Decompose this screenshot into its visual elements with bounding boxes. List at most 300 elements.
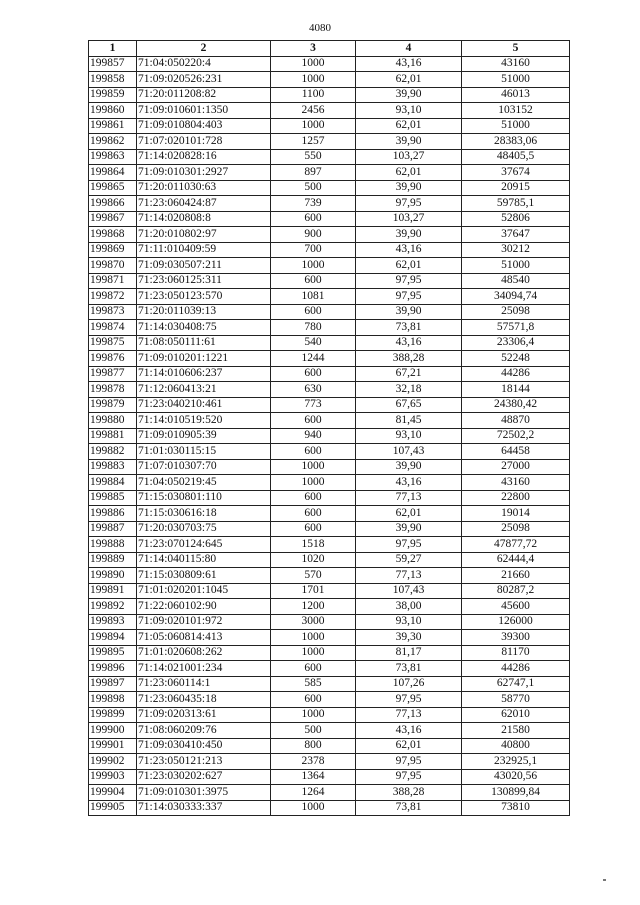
rate-cell: 97,95: [356, 273, 462, 289]
value-cell: 45600: [462, 599, 570, 615]
table-row: [89, 475, 570, 491]
area-cell: 1364: [271, 769, 356, 785]
cadastral-number-cell: 71:14:020808:8: [137, 211, 271, 227]
area-cell: 1000: [271, 707, 356, 723]
cadastral-number-cell: 71:15:030616:18: [137, 506, 271, 522]
table-row: [89, 428, 570, 444]
row-id-cell: 199861: [89, 118, 137, 134]
row-id-cell: 199900: [89, 723, 137, 739]
rate-cell: 103,27: [356, 211, 462, 227]
table-row: [89, 552, 570, 568]
value-cell: 62747,1: [462, 676, 570, 692]
value-cell: 103152: [462, 103, 570, 119]
table-row: [89, 661, 570, 677]
table-row: [89, 413, 570, 429]
value-cell: 34094,74: [462, 289, 570, 305]
rate-cell: 39,90: [356, 227, 462, 243]
cadastral-number-cell: 71:09:010301:2927: [137, 165, 271, 181]
column-header-2: 2: [137, 41, 271, 57]
area-cell: 600: [271, 366, 356, 382]
table-row: [89, 87, 570, 103]
column-header-4: 4: [356, 41, 462, 57]
cadastral-number-cell: 71:14:040115:80: [137, 552, 271, 568]
cadastral-number-cell: 71:09:030410:450: [137, 738, 271, 754]
cadastral-number-cell: 71:04:050219:45: [137, 475, 271, 491]
value-cell: 46013: [462, 87, 570, 103]
data-table-container: [88, 40, 570, 816]
value-cell: 48405,5: [462, 149, 570, 165]
rate-cell: 93,10: [356, 103, 462, 119]
table-row: [89, 366, 570, 382]
rate-cell: 97,95: [356, 769, 462, 785]
table-row: [89, 599, 570, 615]
area-cell: 1518: [271, 537, 356, 553]
cadastral-number-cell: 71:23:060125:311: [137, 273, 271, 289]
row-id-cell: 199881: [89, 428, 137, 444]
table-row: [89, 769, 570, 785]
cadastral-number-cell: 71:01:020201:1045: [137, 583, 271, 599]
value-cell: 18144: [462, 382, 570, 398]
row-id-cell: 199859: [89, 87, 137, 103]
cadastral-number-cell: 71:23:050123:570: [137, 289, 271, 305]
row-id-cell: 199884: [89, 475, 137, 491]
table-row: [89, 692, 570, 708]
value-cell: 73810: [462, 800, 570, 816]
area-cell: 1020: [271, 552, 356, 568]
value-cell: 58770: [462, 692, 570, 708]
value-cell: 57571,8: [462, 320, 570, 336]
row-id-cell: 199857: [89, 56, 137, 72]
cadastral-number-cell: 71:20:011030:63: [137, 180, 271, 196]
rate-cell: 39,90: [356, 134, 462, 150]
row-id-cell: 199873: [89, 304, 137, 320]
cadastral-number-cell: 71:23:060424:87: [137, 196, 271, 212]
table-row: [89, 180, 570, 196]
value-cell: 44286: [462, 661, 570, 677]
row-id-cell: 199883: [89, 459, 137, 475]
area-cell: 1000: [271, 800, 356, 816]
cadastral-number-cell: 71:23:040210:461: [137, 397, 271, 413]
cadastral-number-cell: 71:09:020526:231: [137, 72, 271, 88]
rate-cell: 39,90: [356, 87, 462, 103]
area-cell: 780: [271, 320, 356, 336]
value-cell: 40800: [462, 738, 570, 754]
table-row: [89, 521, 570, 537]
row-id-cell: 199865: [89, 180, 137, 196]
row-id-cell: 199901: [89, 738, 137, 754]
area-cell: 1200: [271, 599, 356, 615]
area-cell: 1100: [271, 87, 356, 103]
table-row: [89, 149, 570, 165]
cadastral-number-cell: 71:09:010201:1221: [137, 351, 271, 367]
area-cell: 600: [271, 304, 356, 320]
rate-cell: 107,43: [356, 583, 462, 599]
row-id-cell: 199880: [89, 413, 137, 429]
table-row: [89, 676, 570, 692]
cadastral-number-cell: 71:14:010606:237: [137, 366, 271, 382]
area-cell: 500: [271, 723, 356, 739]
row-id-cell: 199892: [89, 599, 137, 615]
scan-speck: [603, 879, 606, 881]
cadastral-number-cell: 71:22:060102:90: [137, 599, 271, 615]
table-row: [89, 707, 570, 723]
cadastral-number-cell: 71:23:070124:645: [137, 537, 271, 553]
area-cell: 1000: [271, 258, 356, 274]
rate-cell: 39,90: [356, 459, 462, 475]
rate-cell: 62,01: [356, 738, 462, 754]
row-id-cell: 199870: [89, 258, 137, 274]
row-id-cell: 199899: [89, 707, 137, 723]
rate-cell: 67,65: [356, 397, 462, 413]
row-id-cell: 199875: [89, 335, 137, 351]
table-row: [89, 645, 570, 661]
table-row: [89, 506, 570, 522]
cadastral-number-cell: 71:01:030115:15: [137, 444, 271, 460]
table-row: [89, 568, 570, 584]
table-row: [89, 397, 570, 413]
column-header-1: 1: [89, 41, 137, 57]
table-row: [89, 335, 570, 351]
area-cell: 2378: [271, 754, 356, 770]
rate-cell: 62,01: [356, 118, 462, 134]
table-row: [89, 490, 570, 506]
rate-cell: 97,95: [356, 289, 462, 305]
row-id-cell: 199888: [89, 537, 137, 553]
area-cell: 600: [271, 490, 356, 506]
rate-cell: 43,16: [356, 475, 462, 491]
table-row: [89, 134, 570, 150]
row-id-cell: 199889: [89, 552, 137, 568]
value-cell: 43160: [462, 56, 570, 72]
row-id-cell: 199893: [89, 614, 137, 630]
cadastral-number-cell: 71:23:060435:18: [137, 692, 271, 708]
area-cell: 1000: [271, 645, 356, 661]
area-cell: 500: [271, 180, 356, 196]
value-cell: 22800: [462, 490, 570, 506]
table-row: [89, 289, 570, 305]
rate-cell: 38,00: [356, 599, 462, 615]
area-cell: 585: [271, 676, 356, 692]
value-cell: 39300: [462, 630, 570, 646]
row-id-cell: 199879: [89, 397, 137, 413]
table-row: [89, 211, 570, 227]
row-id-cell: 199876: [89, 351, 137, 367]
table-row: [89, 273, 570, 289]
rate-cell: 62,01: [356, 165, 462, 181]
rate-cell: 97,95: [356, 692, 462, 708]
row-id-cell: 199863: [89, 149, 137, 165]
table-row: [89, 723, 570, 739]
rate-cell: 77,13: [356, 707, 462, 723]
table-row: [89, 56, 570, 72]
cadastral-number-cell: 71:09:020101:972: [137, 614, 271, 630]
value-cell: 43020,56: [462, 769, 570, 785]
value-cell: 25098: [462, 521, 570, 537]
value-cell: 51000: [462, 118, 570, 134]
area-cell: 1000: [271, 630, 356, 646]
value-cell: 51000: [462, 258, 570, 274]
row-id-cell: 199897: [89, 676, 137, 692]
value-cell: 21660: [462, 568, 570, 584]
value-cell: 80287,2: [462, 583, 570, 599]
row-id-cell: 199872: [89, 289, 137, 305]
row-id-cell: 199890: [89, 568, 137, 584]
table-row: [89, 227, 570, 243]
table-row: [89, 583, 570, 599]
table-row: [89, 165, 570, 181]
value-cell: 52248: [462, 351, 570, 367]
area-cell: 550: [271, 149, 356, 165]
area-cell: 1000: [271, 56, 356, 72]
table-row: [89, 72, 570, 88]
table-row: [89, 630, 570, 646]
row-id-cell: 199869: [89, 242, 137, 258]
cadastral-number-cell: 71:15:030809:61: [137, 568, 271, 584]
value-cell: 25098: [462, 304, 570, 320]
area-cell: 600: [271, 211, 356, 227]
cadastral-number-cell: 71:20:011039:13: [137, 304, 271, 320]
cadastral-number-cell: 71:23:050121:213: [137, 754, 271, 770]
row-id-cell: 199858: [89, 72, 137, 88]
area-cell: 1000: [271, 475, 356, 491]
cadastral-number-cell: 71:09:010301:3975: [137, 785, 271, 801]
table-row: [89, 382, 570, 398]
row-id-cell: 199874: [89, 320, 137, 336]
row-id-cell: 199878: [89, 382, 137, 398]
table-row: [89, 242, 570, 258]
table-row: [89, 800, 570, 816]
area-cell: 900: [271, 227, 356, 243]
cadastral-number-cell: 71:14:020828:16: [137, 149, 271, 165]
row-id-cell: 199868: [89, 227, 137, 243]
rate-cell: 77,13: [356, 568, 462, 584]
value-cell: 37647: [462, 227, 570, 243]
value-cell: 27000: [462, 459, 570, 475]
rate-cell: 77,13: [356, 490, 462, 506]
cadastral-number-cell: 71:15:030801:110: [137, 490, 271, 506]
value-cell: 64458: [462, 444, 570, 460]
cadastral-number-cell: 71:09:030507:211: [137, 258, 271, 274]
cadastral-number-cell: 71:07:020101:728: [137, 134, 271, 150]
rate-cell: 62,01: [356, 506, 462, 522]
rate-cell: 97,95: [356, 196, 462, 212]
rate-cell: 39,30: [356, 630, 462, 646]
row-id-cell: 199864: [89, 165, 137, 181]
row-id-cell: 199886: [89, 506, 137, 522]
rate-cell: 81,45: [356, 413, 462, 429]
cadastral-number-cell: 71:20:010802:97: [137, 227, 271, 243]
table-row: [89, 537, 570, 553]
page-number: 4080: [309, 22, 331, 34]
value-cell: 126000: [462, 614, 570, 630]
table-row: [89, 103, 570, 119]
cadastral-number-cell: 71:07:010307:70: [137, 459, 271, 475]
area-cell: 1000: [271, 118, 356, 134]
value-cell: 130899,84: [462, 785, 570, 801]
cadastral-number-cell: 71:04:050220:4: [137, 56, 271, 72]
row-id-cell: 199862: [89, 134, 137, 150]
data-table: [88, 40, 570, 816]
value-cell: 43160: [462, 475, 570, 491]
rate-cell: 388,28: [356, 351, 462, 367]
rate-cell: 43,16: [356, 335, 462, 351]
area-cell: 940: [271, 428, 356, 444]
area-cell: 773: [271, 397, 356, 413]
area-cell: 897: [271, 165, 356, 181]
cadastral-number-cell: 71:11:010409:59: [137, 242, 271, 258]
row-id-cell: 199903: [89, 769, 137, 785]
table-row: [89, 258, 570, 274]
value-cell: 59785,1: [462, 196, 570, 212]
area-cell: 600: [271, 661, 356, 677]
row-id-cell: 199877: [89, 366, 137, 382]
value-cell: 72502,2: [462, 428, 570, 444]
rate-cell: 81,17: [356, 645, 462, 661]
area-cell: 3000: [271, 614, 356, 630]
cadastral-number-cell: 71:12:060413:21: [137, 382, 271, 398]
rate-cell: 43,16: [356, 242, 462, 258]
row-id-cell: 199867: [89, 211, 137, 227]
cadastral-number-cell: 71:20:030703:75: [137, 521, 271, 537]
value-cell: 24380,42: [462, 397, 570, 413]
row-id-cell: 199905: [89, 800, 137, 816]
rate-cell: 97,95: [356, 537, 462, 553]
row-id-cell: 199887: [89, 521, 137, 537]
row-id-cell: 199895: [89, 645, 137, 661]
table-row: [89, 614, 570, 630]
cadastral-number-cell: 71:08:060209:76: [137, 723, 271, 739]
table-header-row: [89, 41, 570, 57]
table-row: [89, 444, 570, 460]
area-cell: 739: [271, 196, 356, 212]
rate-cell: 59,27: [356, 552, 462, 568]
cadastral-number-cell: 71:23:030202:627: [137, 769, 271, 785]
table-row: [89, 196, 570, 212]
cadastral-number-cell: 71:14:010519:520: [137, 413, 271, 429]
rate-cell: 388,28: [356, 785, 462, 801]
row-id-cell: 199891: [89, 583, 137, 599]
cadastral-number-cell: 71:01:020608:262: [137, 645, 271, 661]
area-cell: 1264: [271, 785, 356, 801]
rate-cell: 97,95: [356, 754, 462, 770]
value-cell: 19014: [462, 506, 570, 522]
area-cell: 1244: [271, 351, 356, 367]
value-cell: 52806: [462, 211, 570, 227]
rate-cell: 107,43: [356, 444, 462, 460]
cadastral-number-cell: 71:14:030333:337: [137, 800, 271, 816]
area-cell: 2456: [271, 103, 356, 119]
area-cell: 1000: [271, 459, 356, 475]
area-cell: 600: [271, 413, 356, 429]
value-cell: 28383,06: [462, 134, 570, 150]
row-id-cell: 199866: [89, 196, 137, 212]
rate-cell: 39,90: [356, 304, 462, 320]
cadastral-number-cell: 71:14:030408:75: [137, 320, 271, 336]
area-cell: 630: [271, 382, 356, 398]
rate-cell: 73,81: [356, 800, 462, 816]
area-cell: 600: [271, 521, 356, 537]
rate-cell: 93,10: [356, 428, 462, 444]
table-row: [89, 351, 570, 367]
rate-cell: 43,16: [356, 723, 462, 739]
value-cell: 44286: [462, 366, 570, 382]
area-cell: 600: [271, 444, 356, 460]
area-cell: 1081: [271, 289, 356, 305]
rate-cell: 67,21: [356, 366, 462, 382]
rate-cell: 93,10: [356, 614, 462, 630]
cadastral-number-cell: 71:20:011208:82: [137, 87, 271, 103]
row-id-cell: 199871: [89, 273, 137, 289]
rate-cell: 107,26: [356, 676, 462, 692]
rate-cell: 39,90: [356, 180, 462, 196]
value-cell: 23306,4: [462, 335, 570, 351]
rate-cell: 103,27: [356, 149, 462, 165]
value-cell: 62444,4: [462, 552, 570, 568]
cadastral-number-cell: 71:05:060814:413: [137, 630, 271, 646]
rate-cell: 73,81: [356, 661, 462, 677]
value-cell: 30212: [462, 242, 570, 258]
value-cell: 62010: [462, 707, 570, 723]
table-row: [89, 754, 570, 770]
table-row: [89, 118, 570, 134]
table-row: [89, 459, 570, 475]
value-cell: 48540: [462, 273, 570, 289]
value-cell: 81170: [462, 645, 570, 661]
row-id-cell: 199882: [89, 444, 137, 460]
row-id-cell: 199860: [89, 103, 137, 119]
row-id-cell: 199896: [89, 661, 137, 677]
rate-cell: 62,01: [356, 258, 462, 274]
value-cell: 51000: [462, 72, 570, 88]
area-cell: 600: [271, 692, 356, 708]
cadastral-number-cell: 71:08:050111:61: [137, 335, 271, 351]
area-cell: 1000: [271, 72, 356, 88]
table-row: [89, 785, 570, 801]
value-cell: 37674: [462, 165, 570, 181]
cadastral-number-cell: 71:09:010601:1350: [137, 103, 271, 119]
cadastral-number-cell: 71:09:010804:403: [137, 118, 271, 134]
value-cell: 48870: [462, 413, 570, 429]
value-cell: 20915: [462, 180, 570, 196]
value-cell: 47877,72: [462, 537, 570, 553]
cadastral-number-cell: 71:23:060114:1: [137, 676, 271, 692]
cadastral-number-cell: 71:09:010905:39: [137, 428, 271, 444]
rate-cell: 32,18: [356, 382, 462, 398]
column-header-3: 3: [271, 41, 356, 57]
row-id-cell: 199885: [89, 490, 137, 506]
area-cell: 600: [271, 273, 356, 289]
area-cell: 700: [271, 242, 356, 258]
cadastral-number-cell: 71:14:021001:234: [137, 661, 271, 677]
area-cell: 540: [271, 335, 356, 351]
area-cell: 1257: [271, 134, 356, 150]
row-id-cell: 199898: [89, 692, 137, 708]
table-body: [89, 56, 570, 816]
column-header-5: 5: [462, 41, 570, 57]
table-row: [89, 738, 570, 754]
value-cell: 21580: [462, 723, 570, 739]
row-id-cell: 199894: [89, 630, 137, 646]
value-cell: 232925,1: [462, 754, 570, 770]
rate-cell: 73,81: [356, 320, 462, 336]
rate-cell: 39,90: [356, 521, 462, 537]
area-cell: 600: [271, 506, 356, 522]
rate-cell: 62,01: [356, 72, 462, 88]
area-cell: 800: [271, 738, 356, 754]
table-row: [89, 320, 570, 336]
table-row: [89, 304, 570, 320]
area-cell: 570: [271, 568, 356, 584]
